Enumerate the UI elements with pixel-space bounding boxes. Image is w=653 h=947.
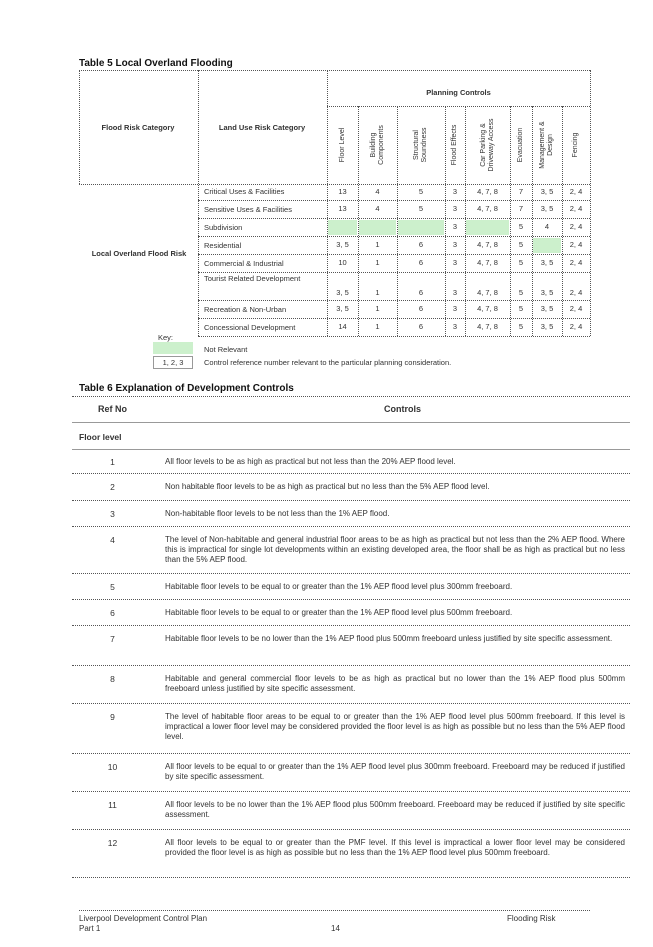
control-ref-number: 8 xyxy=(110,674,115,684)
section-rule xyxy=(72,449,630,450)
key-label: Key: xyxy=(158,333,174,342)
control-ref-cell: 3 xyxy=(452,304,458,313)
planning-controls-header: Planning Controls xyxy=(426,88,491,97)
footer-section-name: Flooding Risk xyxy=(507,914,556,923)
not-relevant-cell xyxy=(533,238,561,253)
control-ref-cell: 1 xyxy=(375,240,380,249)
control-ref-cell: 3, 5 xyxy=(540,322,554,331)
control-description: All floor levels to be no lower than the 1% AEP flood plus 500mm freeboard. Freeboard may be reduced if justified by site specific assessment. xyxy=(165,800,625,819)
control-ref-cell: 7 xyxy=(518,187,524,196)
footer-rule xyxy=(79,910,590,911)
row-separator xyxy=(72,473,630,474)
key-not-relevant: Not Relevant xyxy=(204,345,248,354)
key-sample-box: 1, 2, 3 xyxy=(153,356,193,369)
control-ref-cell: 13 xyxy=(338,204,347,213)
control-header-structural-soundness: Structural Soundness xyxy=(413,127,428,163)
control-ref-cell: 2, 4 xyxy=(569,304,583,313)
control-ref-cell: 3, 5 xyxy=(540,204,554,213)
footer-plan-title: Liverpool Development Control Plan xyxy=(79,914,208,923)
control-description: Habitable floor levels to be no lower than the 1% AEP flood plus 500mm freeboard unless justified by site specific assessment. xyxy=(165,634,613,643)
control-ref-cell: 7 xyxy=(518,204,524,213)
control-ref-number: 10 xyxy=(107,762,118,772)
land-use-label: Concessional Development xyxy=(204,323,296,332)
control-ref-cell: 5 xyxy=(518,240,524,249)
row-separator xyxy=(72,829,630,830)
table5-row-divider xyxy=(198,200,590,201)
table5-row-divider xyxy=(198,254,590,255)
table5-right-border xyxy=(590,70,591,336)
land-use-risk-category-header: Land Use Risk Category xyxy=(218,123,306,132)
control-ref-cell: 3 xyxy=(452,322,458,331)
row-separator xyxy=(72,599,630,600)
control-ref-cell: 5 xyxy=(518,222,524,231)
control-ref-cell: 3 xyxy=(452,288,458,297)
control-ref-number: 4 xyxy=(110,535,115,545)
table5-title: Table 5 Local Overland Flooding xyxy=(79,58,233,69)
control-ref-number: 1 xyxy=(110,457,115,467)
control-ref-cell: 5 xyxy=(518,304,524,313)
floor-level-section: Floor level xyxy=(79,432,122,442)
not-relevant-cell xyxy=(466,220,509,235)
table5-top-border xyxy=(79,70,590,71)
control-ref-cell: 3, 5 xyxy=(336,304,349,313)
control-ref-cell: 4, 7, 8 xyxy=(477,187,498,196)
control-ref-cell: 3 xyxy=(452,258,458,267)
control-ref-cell: 4, 7, 8 xyxy=(477,288,498,297)
row-separator xyxy=(72,526,630,527)
not-relevant-cell xyxy=(398,220,444,235)
table5-row-divider xyxy=(198,272,590,273)
table5-row-divider xyxy=(198,300,590,301)
table6-title: Table 6 Explanation of Development Controls xyxy=(79,383,294,394)
control-ref-cell: 4, 7, 8 xyxy=(477,240,498,249)
control-ref-cell: 3, 5 xyxy=(540,258,554,267)
control-ref-number: 12 xyxy=(107,838,118,848)
control-ref-number: 2 xyxy=(110,482,115,492)
control-header-evacuation: Evacuation xyxy=(517,127,524,163)
control-description: Habitable floor levels to be equal to or greater than the 1% AEP flood level plus 300mm freeboard. xyxy=(165,582,513,591)
planning-controls-rule xyxy=(327,106,590,107)
control-description: The level of habitable floor areas to be equal to or greater than the 1% AEP flood level plus 500mm freeboard. If this level is impractical a lower floor level may be considered provided the floor level is as high as possible but no less than the 5% AEP flood level. xyxy=(165,712,625,741)
not-relevant-cell xyxy=(328,220,357,235)
row-separator xyxy=(72,703,630,704)
table5-row-divider xyxy=(198,336,590,337)
control-ref-cell: 2, 4 xyxy=(569,322,583,331)
control-description: The level of Non-habitable and general industrial floor areas to be as high as practical but not less than the 2% AEP flood. Where this is impractical for single lot developments within an existing developed area, the floor shall be as high as practical but no less than the 5% AEP flood. xyxy=(165,535,625,564)
control-ref-cell: 4 xyxy=(375,187,380,196)
control-ref-cell: 3 xyxy=(452,187,458,196)
table6-top-border xyxy=(72,396,630,397)
key-green-swatch xyxy=(153,342,193,354)
land-use-label: Subdivision xyxy=(204,223,243,232)
control-ref-cell: 1 xyxy=(375,288,380,297)
control-ref-cell: 1 xyxy=(375,258,380,267)
control-ref-number: 3 xyxy=(110,509,115,519)
control-header-building-components: Building Components xyxy=(369,125,385,165)
row-separator xyxy=(72,753,630,754)
control-ref-cell: 4, 7, 8 xyxy=(477,322,498,331)
row-separator xyxy=(72,791,630,792)
land-use-label: Tourist Related Development xyxy=(204,274,301,283)
control-ref-cell: 5 xyxy=(518,258,524,267)
table5-row-divider xyxy=(198,218,590,219)
control-ref-cell: 4, 7, 8 xyxy=(477,204,498,213)
control-ref-cell: 1 xyxy=(375,322,380,331)
control-ref-cell: 2, 4 xyxy=(569,258,583,267)
control-ref-number: 6 xyxy=(110,608,115,618)
table6-header-rule xyxy=(72,422,630,423)
row-separator xyxy=(72,625,630,626)
land-use-label: Residential xyxy=(204,241,242,250)
control-ref-cell: 4, 7, 8 xyxy=(477,304,498,313)
row-separator xyxy=(72,877,630,878)
control-header-management-design: Management & Design xyxy=(539,121,554,169)
control-ref-cell: 6 xyxy=(418,288,424,297)
land-use-label: Critical Uses & Facilities xyxy=(204,187,285,196)
control-ref-cell: 5 xyxy=(518,322,524,331)
not-relevant-cell xyxy=(359,220,396,235)
control-description: Non habitable floor levels to be as high as practical but no less than the 5% AEP flood level. xyxy=(165,482,490,491)
control-ref-cell: 3, 5 xyxy=(540,187,554,196)
control-ref-cell: 6 xyxy=(418,304,424,313)
row-separator xyxy=(72,665,630,666)
control-ref-cell: 5 xyxy=(518,288,524,297)
control-description: All floor levels to be equal to or greater than the 1% AEP flood level plus 300mm freeboard. Freeboard may be reduced if justified by site specific assessment. xyxy=(165,762,625,781)
land-use-label: Sensitive Uses & Facilities xyxy=(204,205,292,214)
control-ref-cell: 5 xyxy=(418,204,424,213)
control-ref-cell: 14 xyxy=(338,322,347,331)
control-header-floor-level: Floor Level xyxy=(338,127,346,163)
control-ref-cell: 4 xyxy=(544,222,550,231)
control-ref-cell: 2, 4 xyxy=(569,187,583,196)
control-header-car-parking-driveway-access: Car Parking & Driveway Access xyxy=(479,118,495,172)
key-control-text: Control reference number relevant to the particular planning consideration. xyxy=(204,358,452,367)
footer-part: Part 1 xyxy=(79,924,101,933)
table5-row-divider xyxy=(198,318,590,319)
control-description: Non-habitable floor levels to be not less than the 1% AEP flood. xyxy=(165,509,390,518)
footer-page-number: 14 xyxy=(331,924,340,933)
control-description: All floor levels to be as high as practical but not less than the 20% AEP flood level. xyxy=(165,457,456,466)
control-ref-number: 5 xyxy=(110,582,115,592)
risk-category-cell: Local Overland Flood Risk xyxy=(91,249,187,258)
table5-divider-riskcat xyxy=(198,70,199,336)
control-ref-number: 7 xyxy=(110,634,115,644)
control-ref-cell: 13 xyxy=(338,187,347,196)
control-ref-cell: 3 xyxy=(452,240,458,249)
control-ref-cell: 5 xyxy=(418,187,424,196)
control-description: Habitable and general commercial floor levels to be as high as practical but no lower than the 1% AEP flood plus 500mm freeboard unless justified by site specific assessment. xyxy=(165,674,625,693)
control-ref-cell: 6 xyxy=(418,258,424,267)
control-ref-cell: 2, 4 xyxy=(569,240,583,249)
table5-row-divider xyxy=(198,236,590,237)
control-ref-cell: 3, 5 xyxy=(540,304,554,313)
ref-no-header: Ref No xyxy=(98,404,127,414)
control-ref-cell: 2, 4 xyxy=(569,222,583,231)
control-ref-cell: 3, 5 xyxy=(336,240,349,249)
control-ref-cell: 2, 4 xyxy=(569,288,583,297)
control-ref-cell: 6 xyxy=(418,322,424,331)
land-use-label: Recreation & Non-Urban xyxy=(204,305,287,314)
control-ref-cell: 3, 5 xyxy=(336,288,349,297)
control-ref-cell: 4, 7, 8 xyxy=(477,258,498,267)
control-ref-cell: 3, 5 xyxy=(540,288,554,297)
control-header-fencing: Fencing xyxy=(572,132,579,158)
table5-header-bottom xyxy=(79,184,590,185)
control-description: Habitable floor levels to be equal to or greater than the 1% AEP flood level plus 500mm freeboard. xyxy=(165,608,513,617)
control-ref-cell: 10 xyxy=(338,258,347,267)
control-ref-cell: 6 xyxy=(418,240,424,249)
control-header-flood-effects: Flood Effects xyxy=(451,124,458,166)
control-description: All floor levels to be equal to or greater than the PMF level. If this level is impractical a lower floor level may be considered provided the floor level is as high as possible but no less than the 1% AEP flood level plus 500mm freeboard. xyxy=(165,838,625,857)
flood-risk-category-header: Flood Risk Category xyxy=(101,123,175,132)
control-ref-cell: 3 xyxy=(452,222,458,231)
control-ref-number: 9 xyxy=(110,712,115,722)
controls-header: Controls xyxy=(384,404,421,414)
control-ref-cell: 2, 4 xyxy=(569,204,583,213)
row-separator xyxy=(72,573,630,574)
row-separator xyxy=(72,500,630,501)
control-ref-cell: 4 xyxy=(375,204,380,213)
control-ref-number: 11 xyxy=(108,800,117,810)
land-use-label: Commercial & Industrial xyxy=(204,259,284,268)
control-ref-cell: 3 xyxy=(452,204,458,213)
control-ref-cell: 1 xyxy=(375,304,380,313)
